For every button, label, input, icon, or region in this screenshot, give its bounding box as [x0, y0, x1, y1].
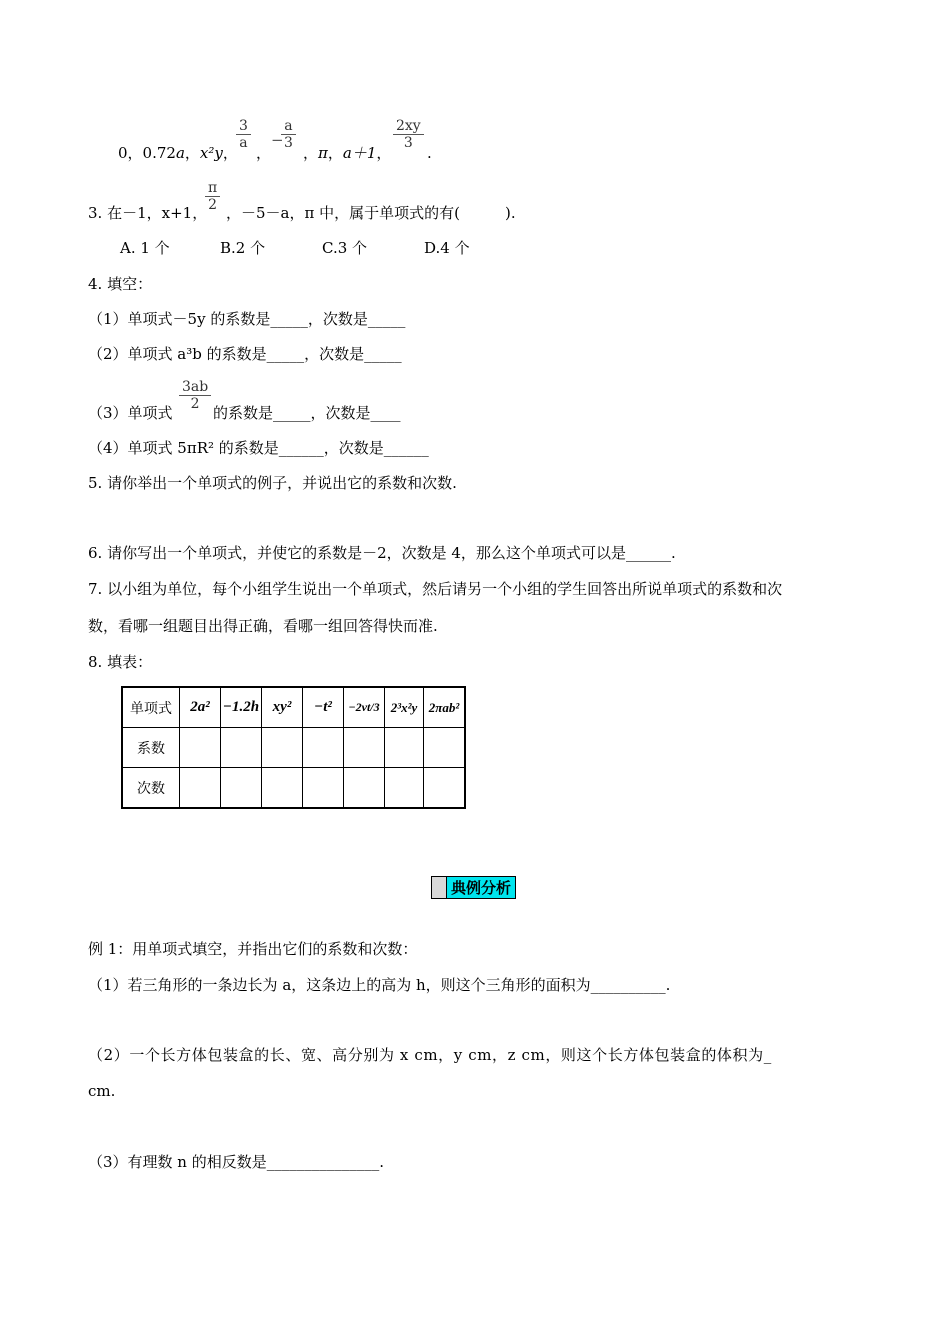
- example-part-1: （1）若三角形的一条边长为 a，这条边上的高为 h，则这个三角形的面积为__________.: [88, 976, 671, 994]
- column-header: −t²: [303, 687, 344, 728]
- text-segment: ，: [184, 144, 200, 162]
- column-header: −2vt/3: [344, 687, 385, 728]
- question-7-line-2: 数，看哪一组题目出得正确，看哪一组回答得快而准.: [88, 617, 438, 635]
- example-part-2-line-1: （2）一个长方体包装盒的长、宽、高分别为 x cm，y cm，z cm，则这个长方体包装盒的体积为_: [88, 1046, 772, 1064]
- option-c: C.3 个: [322, 239, 368, 257]
- question-4-part-3-prefix: （3）单项式: [88, 404, 173, 422]
- answer-cell[interactable]: [344, 728, 385, 768]
- fraction-denominator: 2: [208, 197, 218, 213]
- answer-cell[interactable]: [262, 728, 303, 768]
- table-row: [122, 768, 465, 809]
- expression-list-middle: [303, 143, 391, 163]
- fraction-denominator: a: [239, 135, 248, 151]
- fraction-denominator: 3: [403, 135, 413, 151]
- example-part-3: （3）有理数 n 的相反数是_______________.: [88, 1153, 385, 1171]
- text-segment: ，: [222, 144, 238, 162]
- section-title: 典例分析: [451, 879, 512, 897]
- negative-sign: −: [271, 131, 284, 149]
- example-title: 例 1：用单项式填空，并指出它们的系数和次数：: [88, 940, 418, 958]
- row-label: 次数: [122, 768, 180, 809]
- question-7-line-1: 7. 以小组为单位，每个小组学生说出一个单项式，然后请另一个小组的学生回答出所说单项式的系数和次: [88, 580, 783, 598]
- text-segment: a＋1: [342, 144, 377, 162]
- answer-cell[interactable]: [303, 768, 344, 809]
- table-row: [122, 687, 465, 728]
- fraction-a-over-3: [281, 118, 296, 151]
- question-5: 5. 请你举出一个单项式的例子，并说出它的系数和次数.: [88, 474, 457, 492]
- fraction-numerator: a: [281, 118, 296, 135]
- answer-cell[interactable]: [221, 768, 262, 809]
- question-4-title: 4. 填空：: [88, 275, 153, 293]
- fraction-pi-over-2: [205, 180, 220, 213]
- answer-cell[interactable]: [221, 728, 262, 768]
- fraction-3ab-over-2: [179, 379, 211, 412]
- question-4-part-3-suffix: 的系数是_____，次数是____: [213, 404, 401, 422]
- text-segment: ，: [327, 144, 343, 162]
- question-4-part-2: （2）单项式 a³b 的系数是_____，次数是_____: [88, 345, 402, 363]
- answer-cell[interactable]: [385, 768, 424, 809]
- section-title-badge: [431, 876, 516, 899]
- column-header: −1.2h: [221, 687, 262, 728]
- period: .: [427, 144, 432, 162]
- option-d: D.4 个: [424, 239, 470, 257]
- option-b: B.2 个: [220, 239, 266, 257]
- fraction-2xy-over-3: [393, 118, 424, 151]
- question-8: 8. 填表：: [88, 653, 153, 671]
- expression-list-line: [118, 143, 238, 163]
- question-6: 6. 请你写出一个单项式，并使它的系数是－2，次数是 4，那么这个单项式可以是______.: [88, 544, 676, 562]
- fraction-denominator: 3: [284, 135, 293, 151]
- fraction-3-over-a: [236, 118, 251, 151]
- text-segment: ，: [376, 144, 392, 162]
- row-label: 系数: [122, 728, 180, 768]
- answer-cell[interactable]: [424, 768, 466, 809]
- example-part-2-line-2: cm.: [88, 1082, 116, 1100]
- column-header: xy²: [262, 687, 303, 728]
- text-segment: x²y: [199, 144, 223, 162]
- answer-cell[interactable]: [424, 728, 466, 768]
- answer-cell[interactable]: [262, 768, 303, 809]
- table-row: [122, 728, 465, 768]
- fraction-numerator: 2xy: [393, 118, 424, 135]
- answer-cell[interactable]: [180, 728, 221, 768]
- monomial-table: [121, 686, 466, 809]
- question-4-part-1: （1）单项式－5y 的系数是_____，次数是_____: [88, 310, 406, 328]
- fraction-numerator: π: [205, 180, 220, 197]
- row-label: 单项式: [122, 687, 180, 728]
- option-a: A. 1 个: [120, 239, 170, 257]
- fraction-numerator: 3ab: [179, 379, 211, 396]
- column-header: 2a²: [180, 687, 221, 728]
- answer-cell[interactable]: [385, 728, 424, 768]
- question-3-suffix: ，－5－a，π 中，属于单项式的有( ).: [226, 204, 516, 222]
- badge-square: [432, 877, 447, 898]
- text-segment: 0，0.72: [118, 144, 176, 162]
- separator: ，: [256, 144, 272, 162]
- answer-cell[interactable]: [303, 728, 344, 768]
- answer-cell[interactable]: [180, 768, 221, 809]
- column-header: 2πab²: [424, 687, 466, 728]
- fraction-numerator: 3: [236, 118, 251, 135]
- column-header: 2³x²y: [385, 687, 424, 728]
- text-segment: a: [175, 144, 185, 162]
- question-4-part-4: （4）单项式 5πR² 的系数是______，次数是______: [88, 439, 429, 457]
- fraction-denominator: 2: [190, 396, 200, 412]
- text-segment: ，: [303, 144, 319, 162]
- answer-cell[interactable]: [344, 768, 385, 809]
- text-segment: π: [318, 144, 328, 162]
- question-3-prefix: 3. 在－1，x+1，: [88, 204, 208, 222]
